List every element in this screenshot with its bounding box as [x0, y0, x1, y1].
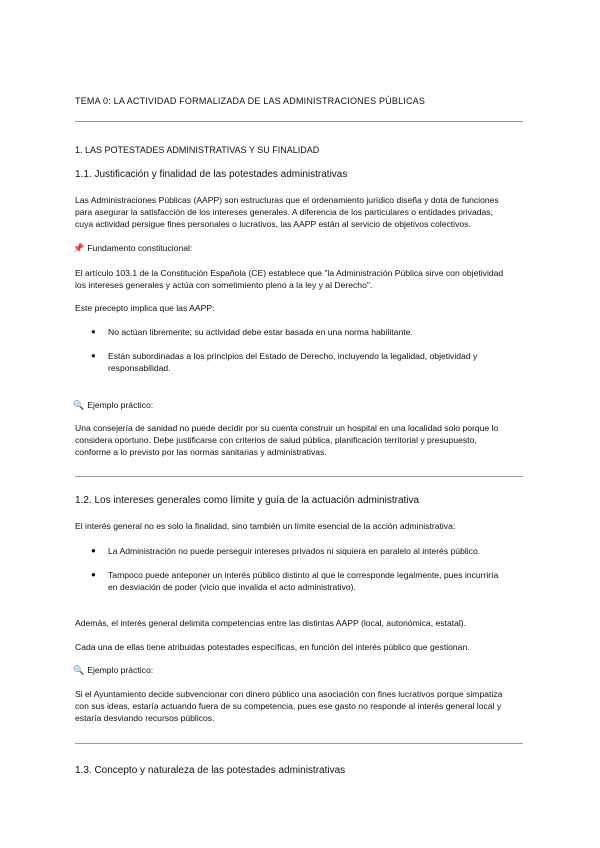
paragraph-line: El interés general no es solo la finalidad, sino también un límite esencial de la acción administrativa:	[75, 521, 456, 531]
paragraph-line: para asegurar la satisfacción de los intereses generales. A diferencia de los particulares o entidades privadas,	[75, 207, 493, 217]
paragraph-line: considera oportuno. Debe justificarse con criterios de salud pública, planificación territorial y presupuesto,	[75, 435, 477, 445]
paragraph-line: estaría desviando recursos públicos.	[75, 713, 215, 723]
paragraph-line: El artículo 103.1 de la Constitución Española (CE) establece que "la Administración Pública sirve con objetividad	[75, 268, 504, 278]
paragraph-line: con sus ideas, estaría actuando fuera de su competencia, pues ese gasto no responde al interés general local y	[75, 701, 502, 711]
ejemplo-label: Ejemplo práctico:	[87, 400, 154, 410]
list-item: responsabilidad.	[108, 363, 171, 373]
subsection-heading: 1.2. Los intereses generales como límite y guía de la actuación administrativa	[75, 495, 420, 506]
fundamento-label: Fundamento constitucional:	[87, 243, 193, 253]
section-heading: 1. LAS POTESTADES ADMINISTRATIVAS Y SU FINALIDAD	[75, 145, 320, 155]
list-item: Tampoco puede anteponer un interés público distinto al que le corresponde legalmente, pues incurriría	[108, 570, 499, 580]
subsection-heading: 1.1. Justificación y finalidad de las potestades administrativas	[75, 169, 348, 180]
paragraph-line: cuya actividad persigue fines personales o lucrativos, las AAPP están al servicio de objetivos colectivos.	[75, 219, 471, 229]
divider	[75, 476, 523, 477]
paragraph-line: Además, el interés general delimita competencias entre las distintas AAPP (local, autonómica, estatal).	[75, 618, 467, 628]
paragraph-line: Este precepto implica que las AAPP:	[75, 303, 215, 313]
divider	[75, 743, 523, 744]
paragraph-line: Cada una de ellas tiene atribuidas potestades específicas, en función del interés público que gestionan.	[75, 642, 470, 652]
subsection-heading: 1.3. Concepto y naturaleza de las potestades administrativas	[75, 765, 346, 776]
pushpin-icon: 📌	[73, 243, 85, 253]
ejemplo-label-row	[73, 664, 153, 676]
bullet-dot: ●	[91, 351, 96, 360]
paragraph-line: conforme a lo previsto por las normas sanitarias y administrativas.	[75, 447, 327, 457]
divider	[75, 121, 523, 122]
paragraph-line: Las Administraciones Públicas (AAPP) son estructuras que el ordenamiento jurídico diseña y dota de funciones	[75, 195, 499, 205]
list-item: en desviación de poder (vicio que invalida el acto administrativo).	[108, 582, 356, 592]
magnifier-icon: 🔍	[73, 400, 85, 410]
fundamento-label-row	[73, 242, 192, 254]
list-item: No actúan libremente; su actividad debe estar basada en una norma habilitante.	[108, 327, 413, 337]
document-title: TEMA 0: LA ACTIVIDAD FORMALIZADA DE LAS ADMINISTRACIONES PÚBLICAS	[75, 96, 426, 106]
list-item: Están subordinadas a los principios del Estado de Derecho, incluyendo la legalidad, objetividad y	[108, 351, 478, 361]
bullet-dot: ●	[91, 570, 96, 579]
bullet-dot: ●	[91, 546, 96, 555]
paragraph-line: Si el Ayuntamiento decide subvencionar con dinero público una asociación con fines lucrativos porque simpatiza	[75, 689, 503, 699]
bullet-dot: ●	[91, 327, 96, 336]
ejemplo-label-row	[73, 399, 153, 411]
paragraph-line: Una consejería de sanidad no puede decidir por su cuenta construir un hospital en una localidad solo porque lo	[75, 423, 499, 433]
paragraph-line: los intereses generales y actúa con sometimiento pleno a la ley y al Derecho".	[75, 280, 373, 290]
ejemplo-label: Ejemplo práctico:	[87, 665, 154, 675]
list-item: La Administración no puede perseguir intereses privados ni siquiera en paralelo al interés público.	[108, 546, 481, 556]
magnifier-icon: 🔍	[73, 665, 85, 675]
